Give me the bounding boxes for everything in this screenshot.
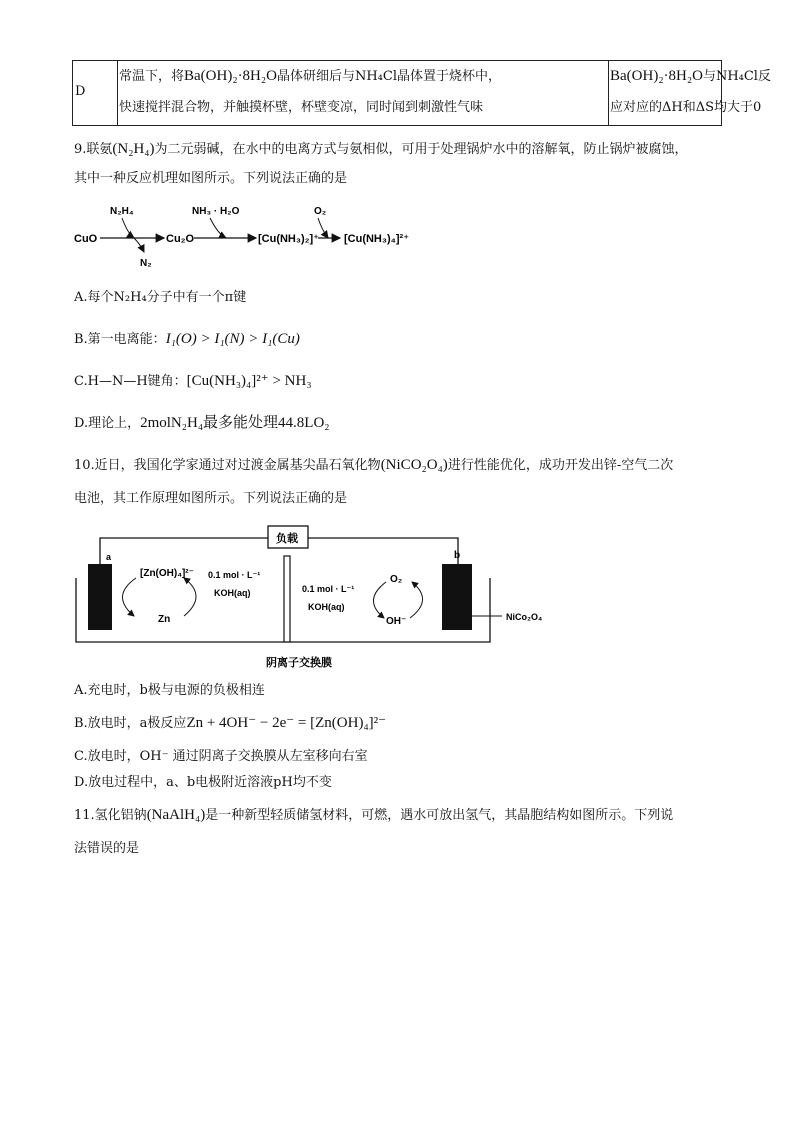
membrane-label: 阴离子交换膜 [266,657,332,669]
right-species-top: O₂ [390,574,403,585]
row-label: D [75,84,86,99]
q10-formula: (NiCO₂O₄) [380,457,448,473]
q9-mechanism-diagram [70,200,430,274]
reagent-2-curve [210,218,226,238]
diagram-cu2o: Cu₂O [166,233,195,245]
wire-right [308,538,461,564]
q9-number: 9.联氨 [74,142,113,157]
left-species-top: [Zn(OH)₄]²⁻ [140,568,194,579]
q11-stem-line-2: 法错误的是 [74,841,140,856]
electrode-a [88,564,112,630]
load-label: 负载 [276,533,298,545]
conclusion-line-1 [610,67,771,86]
operation-text-tail: 晶体研细后与NH₄Cl晶体置于烧杯中， [276,69,501,84]
left-electrolyte-2: KOH(aq) [214,588,251,598]
q10-option-a[interactable]: A.充电时，b极与电源的负极相连 [74,683,265,698]
right-electrolyte-1: 0.1 mol · L⁻¹ [302,584,355,594]
right-cycle-arrow-1 [373,582,386,618]
wire-left [100,538,268,564]
q9-option-d-label: D.理论上， [74,416,141,431]
byproduct-curve [134,238,144,252]
catalyst-label: NiCo₂O₄ [506,612,543,622]
conclusion-line-2: 应对应的ΔH和ΔS均大于0 [610,100,762,115]
diagram-nh3h2o: NH₃ · H₂O [192,206,240,217]
q11-stem-line-1 [74,806,673,825]
q11-stem-text: 11.氢化铝钠 [74,808,147,823]
q10-stem-line-1 [74,456,673,475]
diagram-n2h4: N₂H₄ [110,206,134,217]
diagram-cu-nh3-2: [Cu(NH₃)₂]⁺ [258,233,319,245]
electrode-b-label: b [454,550,461,561]
q10-option-c[interactable]: C.放电时，OH⁻ 通过阴离子交换膜从左室移向右室 [74,749,368,764]
table-cell-conclusion [609,61,771,125]
diagram-cu-nh3-4: [Cu(NH₃)₄]²⁺ [344,233,410,245]
table-cell-label [73,61,118,125]
membrane [284,556,290,642]
right-cycle-arrow-2 [410,582,423,618]
table-cell-operation [117,61,609,125]
q9-option-d[interactable] [74,414,330,433]
electrode-b [442,564,472,630]
operation-line-2: 快速搅拌混合物，并触摸杯壁，杯壁变凉，同时闻到刺激性气味 [119,100,484,115]
diagram-o2: O₂ [314,206,327,217]
left-electrolyte-1: 0.1 mol · L⁻¹ [208,570,261,580]
cell-container [76,578,490,642]
q11-formula: (NaAlH₄) [146,807,206,823]
q10-battery-diagram [70,520,560,670]
left-cycle-arrow-2 [184,578,196,616]
conclusion-formula: Ba(OH)₂·8H₂O [610,68,703,84]
q10-option-b-label: B.放电时，a极反应 [74,716,187,731]
q10-stem-text-tail: 进行性能优化，成功开发出锌-空气二次 [447,458,674,473]
right-electrolyte-2: KOH(aq) [308,602,345,612]
q10-stem-text: 10.近日，我国化学家通过对过渡金属基尖晶石氧化物 [74,458,381,473]
q9-option-b-math: I₁(O) > I₁(N) > I₁(Cu) [165,331,300,347]
operation-formula: Ba(OH)₂·8H₂O [184,68,277,84]
reagent-3-curve [318,218,328,238]
q9-option-c-math: [Cu(NH₃)₄]²⁺ > NH₃ [186,373,312,389]
q9-formula: (N₂H₄) [112,141,155,157]
operation-line-1 [119,67,501,86]
reagent-1-curve [122,218,134,238]
q9-option-c-label: C.H—N—H键角： [74,374,187,389]
answer-table-row-d [72,60,771,126]
q10-option-b[interactable] [74,714,386,733]
q11-stem-text-tail: 是一种新型轻质储氢材料，可燃，遇水可放出氢气，其晶胞结构如图所示。下列说 [205,808,674,823]
operation-text: 常温下，将 [119,69,185,84]
q9-option-b-label: B.第一电离能： [74,332,166,347]
electrode-a-label: a [106,552,112,562]
q9-option-d-math: 2molN₂H₄最多能处理44.8LO₂ [140,415,330,431]
q9-stem-text: 为二元弱碱，在水中的电离方式与氨相似，可用于处理锅炉水中的溶解氧，防止锅炉被腐蚀， [154,142,688,157]
left-cycle-arrow-1 [122,578,136,616]
q9-stem-line-1 [74,140,688,159]
q9-option-c[interactable] [74,372,312,391]
q9-option-a[interactable]: A.每个N₂H₄分子中有一个π键 [74,290,247,305]
diagram-n2: N₂ [140,258,152,269]
q9-stem-line-2: 其中一种反应机理如图所示。下列说法正确的是 [74,171,348,186]
right-species-bottom: OH⁻ [386,616,407,627]
q10-option-b-math: Zn + 4OH⁻ − 2e⁻ = [Zn(OH)₄]²⁻ [186,715,387,731]
diagram-cuo: CuO [74,233,98,245]
q10-stem-line-2: 电池，其工作原理如图所示。下列说法正确的是 [74,491,348,506]
q9-option-b[interactable] [74,330,300,349]
left-species-bottom: Zn [158,614,171,625]
conclusion-text: 与NH₄Cl反 [702,69,771,84]
q10-option-d[interactable]: D.放电过程中，a、b电极附近溶液pH均不变 [74,775,332,790]
